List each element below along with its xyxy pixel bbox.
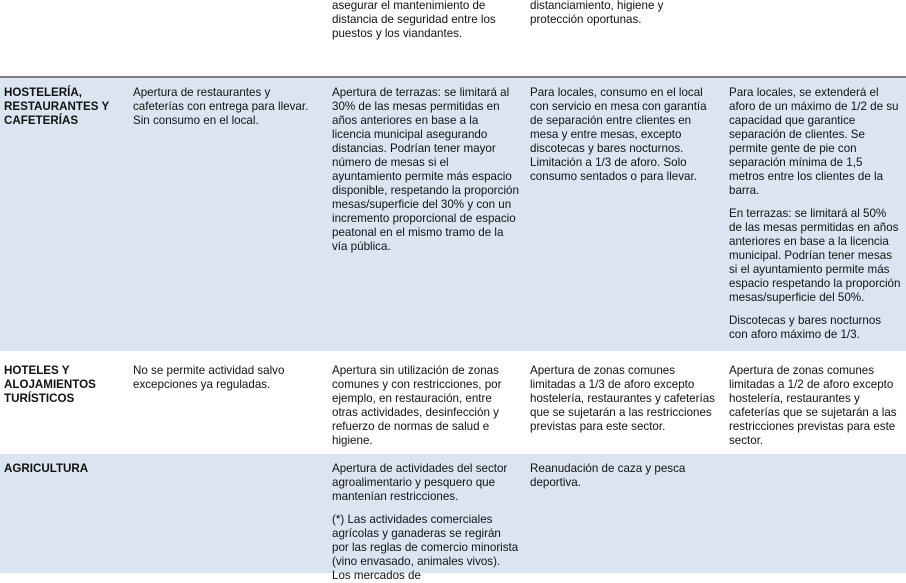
cell-paragraph: Discotecas y bares nocturnos con aforo máximo de 1/3. — [729, 314, 882, 341]
fase0-cell — [133, 364, 323, 392]
sector-cell: AGRICULTURA — [4, 462, 89, 475]
fase3-cell — [729, 86, 901, 342]
table-row — [0, 78, 906, 353]
cell-paragraph: Apertura sin utilización de zonas comunes y con restricciones, por ejemplo, en restauración, entre otras actividades, desinfección y refuerzo de normas de salud e higiene. — [332, 364, 502, 447]
cell-paragraph: Reanudación de caza y pesca deportiva. — [530, 462, 686, 489]
fase3-cell — [729, 364, 901, 448]
cell-paragraph: Apertura de terrazas: se limitará al 30% de las mesas permitidas en años anteriores en base a la licencia municipal asegurando distancias. Podrían tener mayor número de mesas si el ayuntamiento permite más espacio disponible, respetando la proporción mesas/superficie del 30% y con un incremento proporcional de espacio peatonal en el mismo tramo de la vía pública. — [332, 86, 519, 253]
cell-paragraph: Para locales, consumo en el local con servicio en mesa con garantía de separación entre clientes en mesa y entre mesas, excepto discotecas y bares nocturnos. Limitación a 1/3 de aforo. Solo consumo sentados o para llevar. — [530, 86, 707, 183]
fase1-cell — [332, 364, 520, 448]
cell-paragraph: asegurar el mantenimiento de distancia de seguridad entre los puestos y los viandantes. — [332, 0, 496, 40]
cell-paragraph: Apertura de restaurantes y cafeterías con entrega para llevar. Sin consumo en el local. — [133, 86, 309, 127]
fase2-cell — [530, 86, 718, 184]
fase0-cell — [133, 86, 323, 128]
sector-cell: HOTELES Y ALOJAMIENTOS TURÍSTICOS — [4, 364, 96, 405]
sector-cell: HOSTELERÍA, RESTAURANTES Y CAFETERÍAS — [4, 86, 110, 127]
cell-paragraph: (*) Las actividades comerciales agrícolas y ganaderas se regirán por las reglas de comercio minorista (vino envasado, animales vivos). Los mercados de — [332, 513, 519, 582]
cell-paragraph: No se permite actividad salvo excepciones ya reguladas. — [133, 364, 285, 391]
cell-paragraph: distanciamiento, higiene y protección oportunas. — [530, 0, 664, 26]
fase1-cell — [332, 0, 520, 41]
fase2-cell — [530, 364, 718, 434]
table-row — [0, 358, 906, 452]
cell-paragraph: Para locales, se extenderá el aforo de un máximo de 1/2 de su capacidad que garantice separación de clientes. Se permite gente de pie con separación mínima de 1,5 metros entre los clientes de la barra. — [729, 86, 899, 197]
table-row — [0, 454, 906, 582]
table-row — [0, 0, 906, 76]
fase1-cell — [332, 86, 520, 254]
fase2-cell — [530, 0, 718, 27]
cell-paragraph: Apertura de zonas comunes limitadas a 1/3 de aforo excepto hostelería, restaurantes y cafeterías que se sujetarán a las restricciones previstas para este sector. — [530, 364, 715, 433]
cell-paragraph: En terrazas: se limitará al 50% de las mesas permitidas en años anteriores en base a la licencia municipal. Podrían tener mesas si el ayuntamiento permite más espacio respetando la proporción mesas/superficie del 50%. — [729, 207, 901, 304]
fase1-cell — [332, 462, 520, 583]
cell-paragraph: Apertura de zonas comunes limitadas a 1/2 de aforo excepto hostelería, restaurantes y cafeterías que se sujetarán a las restricciones previstas para este sector. — [729, 364, 897, 447]
cell-paragraph: Apertura de actividades del sector agroalimentario y pesquero que mantenían restricciones. — [332, 462, 508, 503]
fase2-cell — [530, 462, 718, 490]
